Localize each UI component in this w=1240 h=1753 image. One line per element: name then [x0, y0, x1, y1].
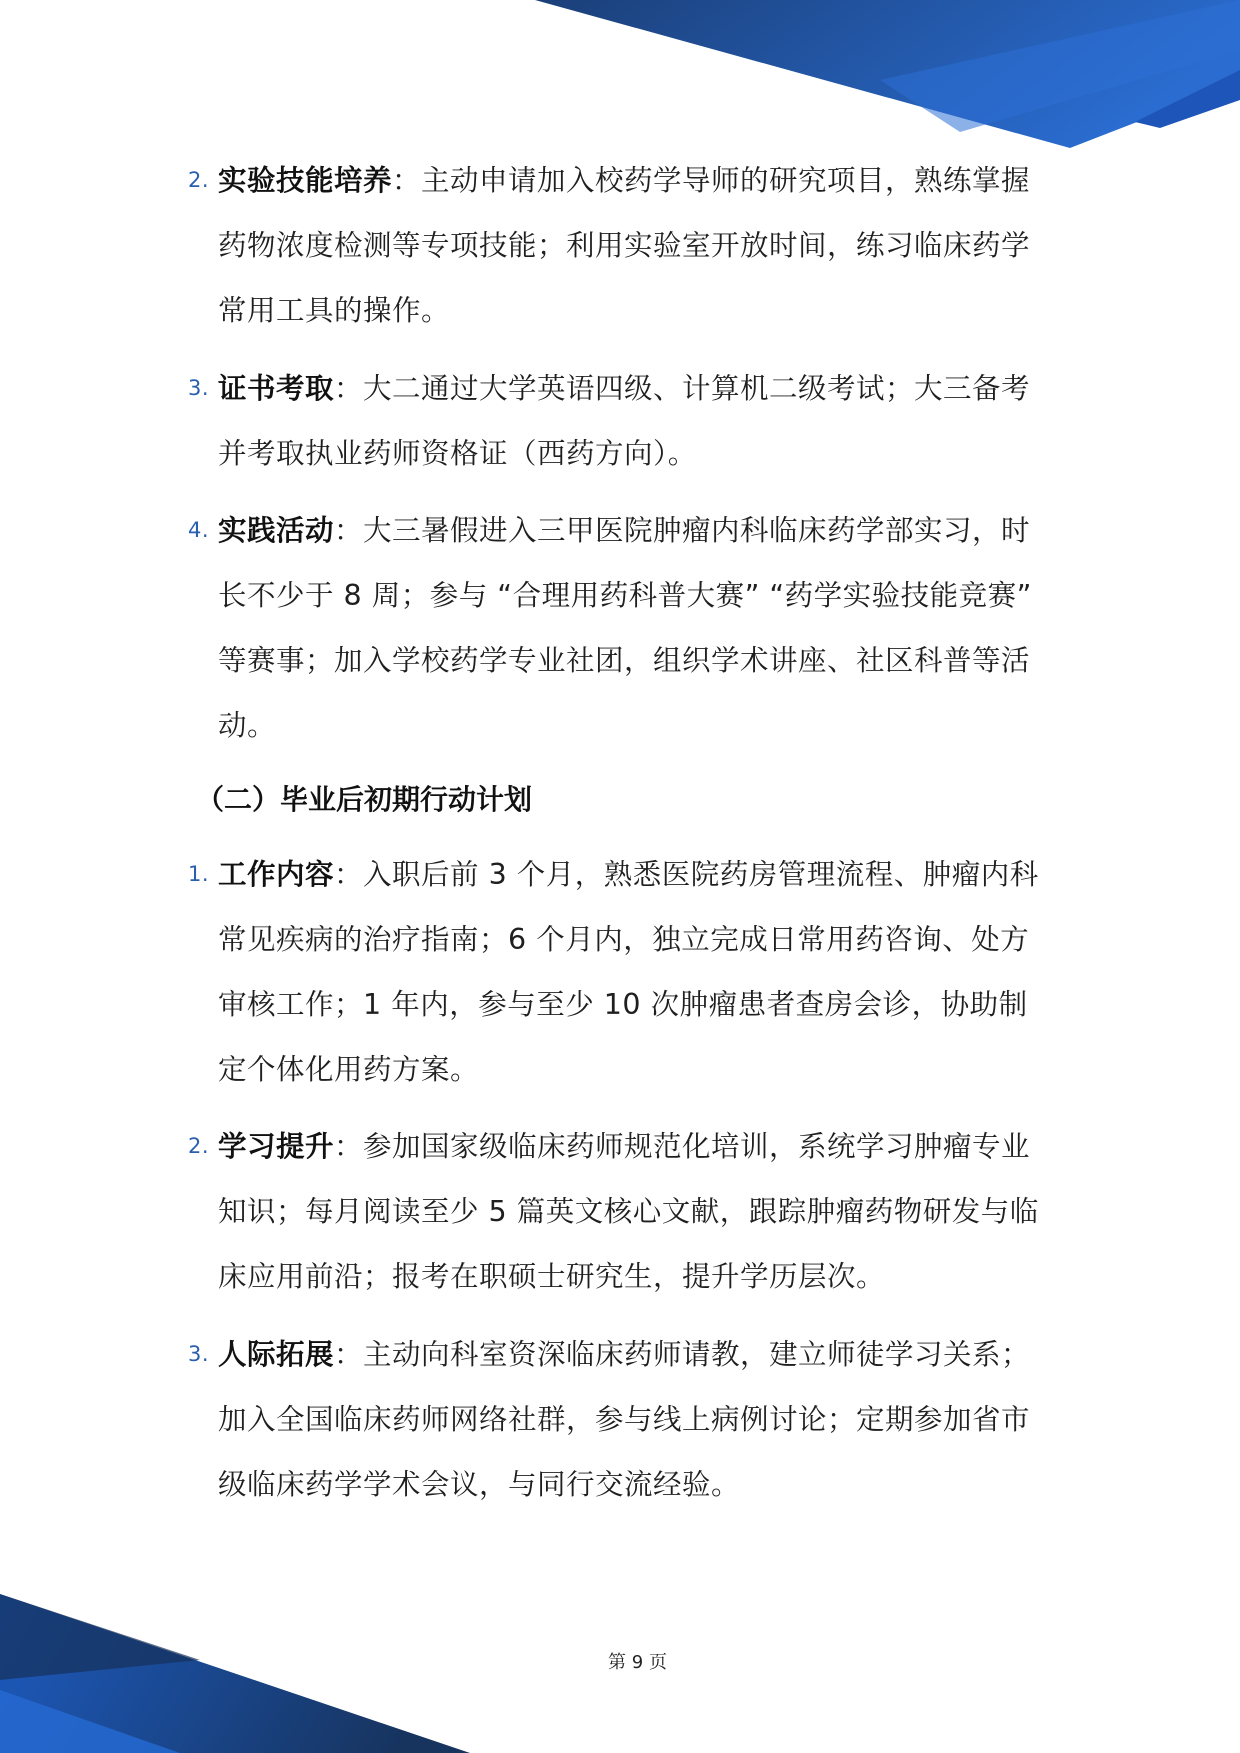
list-item — [188, 498, 1048, 758]
item-title: 证书考取 — [218, 372, 335, 405]
page-number: 第 9 页 — [608, 1652, 667, 1673]
list-number: 3. — [188, 376, 210, 400]
list-number: 1. — [188, 862, 210, 886]
item-text: 主动向科室资深临床药师请教，建立师徒学习关系；加入全国临床药师网络社群，参与线上病例讨论；定期参加省市级临床药学学术会议，与同行交流经验。 — [218, 1338, 1031, 1501]
item-text: 大三暑假进入三甲医院肿瘤内科临床药学部实习，时长不少于 8 周；参与 “合理用药科普大赛” “药学实验技能竞赛” 等赛事；加入学校药学专业社团，组织学术讲座、社区科普等活动。 — [218, 514, 1032, 742]
list-item — [188, 1322, 1048, 1517]
item-separator: ： — [334, 372, 364, 405]
item-separator: ： — [334, 1338, 364, 1371]
item-title: 实践活动 — [218, 514, 335, 547]
list-number: 2. — [188, 168, 210, 192]
item-title: 实验技能培养 — [218, 164, 393, 197]
item-separator: ： — [334, 1130, 364, 1163]
item-text: 主动申请加入校药学导师的研究项目，熟练掌握药物浓度检测等专项技能；利用实验室开放时间，练习临床药学常用工具的操作。 — [218, 164, 1031, 327]
item-title: 人际拓展 — [218, 1338, 335, 1371]
list-item — [188, 842, 1048, 1102]
list-number: 2. — [188, 1134, 210, 1158]
list-number: 3. — [188, 1342, 210, 1366]
item-separator: ： — [392, 164, 422, 197]
item-text: 大二通过大学英语四级、计算机二级考试；大三备考并考取执业药师资格证（西药方向）。 — [218, 372, 1031, 470]
item-separator: ： — [334, 858, 364, 891]
section-heading: （二）毕业后初期行动计划 — [196, 783, 533, 816]
item-text: 入职后前 3 个月，熟悉医院药房管理流程、肿瘤内科常见疾病的治疗指南；6 个月内，独立完成日常用药咨询、处方审核工作；1 年内，参与至少 10 次肿瘤患者查房会诊，协助制定个体化用药方案。 — [218, 858, 1039, 1086]
list-number: 4. — [188, 518, 210, 542]
top-right-band — [535, 0, 1240, 148]
list-item — [188, 356, 1048, 486]
item-separator: ： — [334, 514, 364, 547]
item-text: 参加国家级临床药师规范化培训，系统学习肿瘤专业知识；每月阅读至少 5 篇英文核心文献，跟踪肿瘤药物研发与临床应用前沿；报考在职硕士研究生，提升学历层次。 — [218, 1130, 1039, 1293]
item-title: 工作内容 — [218, 858, 335, 891]
list-item — [188, 1114, 1048, 1309]
item-title: 学习提升 — [218, 1130, 335, 1163]
list-item — [188, 148, 1048, 343]
